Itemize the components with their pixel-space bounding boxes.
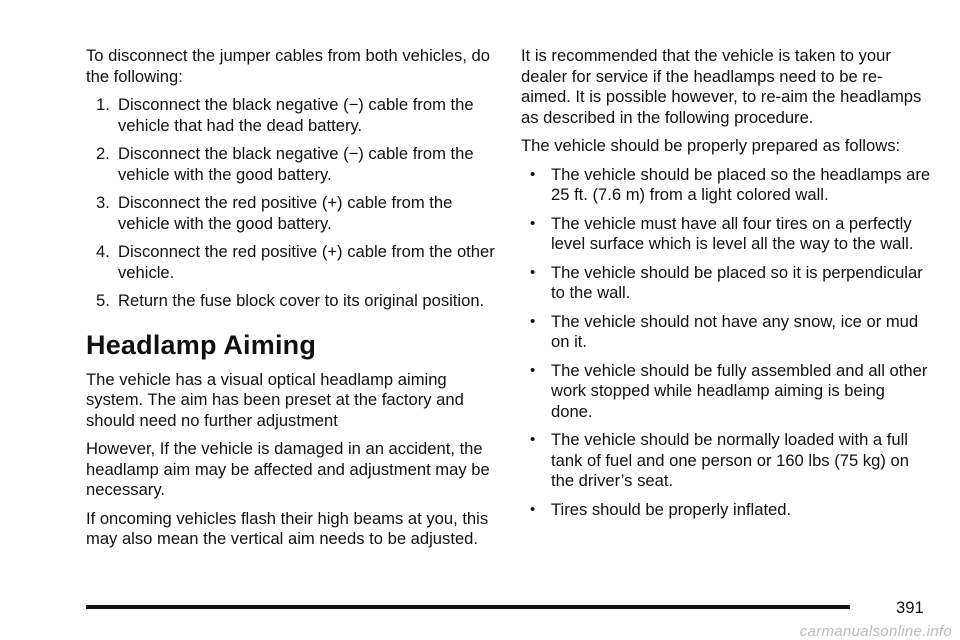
- list-item: [521, 165, 931, 206]
- bullet-icon: •: [530, 165, 536, 183]
- step-item: [86, 95, 496, 136]
- bullet-icon: •: [530, 500, 536, 518]
- bullet-icon: •: [530, 361, 536, 379]
- bullet-icon: •: [530, 312, 536, 330]
- list-item: [521, 263, 931, 304]
- preparation-list: [521, 165, 931, 521]
- body-paragraph: The vehicle has a visual optical headlamp aiming system. The aim has been preset at the factory and should need no further adjustment: [86, 369, 464, 430]
- bullet-icon: •: [530, 431, 536, 448]
- step-item: [86, 242, 496, 283]
- list-item: [521, 361, 931, 423]
- step-number: 3.: [96, 193, 110, 212]
- list-item-text: The vehicle must have all four tires on a perfectly level surface which is level all the way to the wall.: [551, 213, 914, 253]
- footer-divider: [86, 605, 850, 609]
- watermark: carmanualsonline.info: [799, 623, 952, 640]
- step-number: 2.: [96, 144, 110, 163]
- list-item: [521, 312, 931, 353]
- list-item-text: The vehicle should not have any snow, ice or mud on it.: [551, 311, 919, 351]
- disconnect-steps-list: [86, 95, 496, 312]
- intro-paragraph: To disconnect the jumper cables from both vehicles, do the following:: [86, 46, 490, 86]
- left-column: [86, 46, 496, 558]
- bullet-icon: •: [530, 263, 536, 281]
- list-item: [521, 500, 931, 521]
- list-item-text: The vehicle should be placed so the headlamps are 25 ft. (7.6 m) from a light colored wall.: [551, 164, 931, 204]
- body-paragraph: However, If the vehicle is damaged in an accident, the headlamp aim may be affected and adjustment may be necessary.: [86, 439, 490, 499]
- step-text: Return the fuse block cover to its original position.: [118, 291, 485, 310]
- list-item-text: The vehicle should be normally loaded with a full tank of fuel and one person or 160 lbs (75 kg) on the driver’s seat.: [551, 430, 909, 490]
- page-number: 391: [896, 598, 924, 617]
- step-number: 1.: [96, 95, 110, 114]
- step-number: 4.: [96, 242, 110, 261]
- step-text: Disconnect the red positive (+) cable from the other vehicle.: [118, 242, 495, 282]
- body-paragraph: If oncoming vehicles flash their high beams at you, this may also mean the vertical aim needs to be adjusted.: [86, 508, 489, 548]
- list-item-text: The vehicle should be placed so it is perpendicular to the wall.: [551, 262, 923, 302]
- step-text: Disconnect the black negative (−) cable from the vehicle with the good battery.: [118, 144, 474, 184]
- step-item: [86, 144, 496, 185]
- list-item: [521, 214, 931, 255]
- right-column: [521, 46, 931, 528]
- list-item: [521, 430, 931, 492]
- step-item: [86, 291, 496, 312]
- bullet-icon: •: [530, 214, 536, 232]
- step-text: Disconnect the red positive (+) cable from the vehicle with the good battery.: [118, 193, 453, 233]
- list-item-text: The vehicle should be fully assembled and all other work stopped while headlamp aiming is being done.: [551, 360, 928, 421]
- section-heading: Headlamp Aiming: [86, 329, 317, 360]
- step-number: 5.: [96, 291, 110, 310]
- body-paragraph: The vehicle should be properly prepared as follows:: [521, 136, 901, 155]
- body-paragraph: It is recommended that the vehicle is taken to your dealer for service if the headlamps need to be re-aimed. It is possible however, to re-aim the headlamps as described in the following procedure.: [521, 46, 922, 127]
- list-item-text: Tires should be properly inflated.: [551, 499, 792, 519]
- step-text: Disconnect the black negative (−) cable from the vehicle that had the dead battery.: [118, 95, 474, 135]
- step-item: [86, 193, 496, 234]
